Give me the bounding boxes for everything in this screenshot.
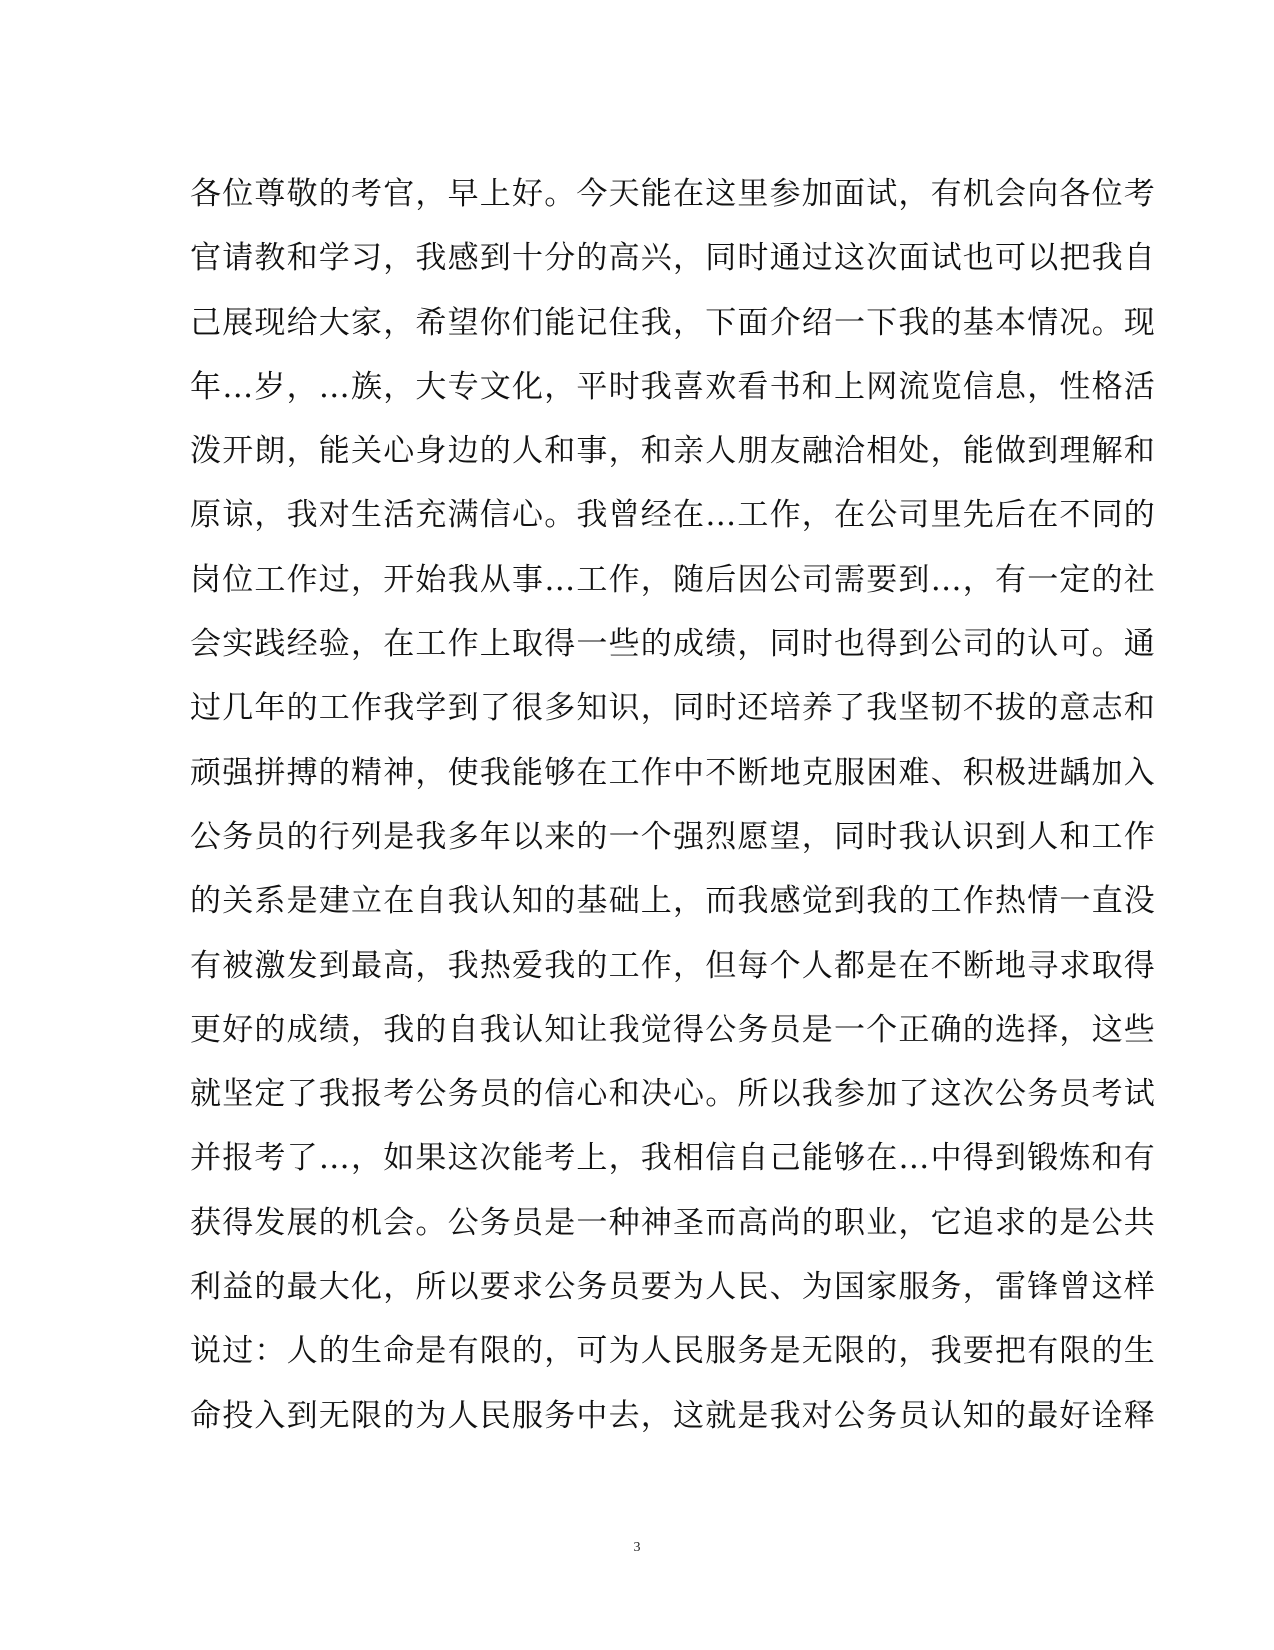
body-paragraph [190, 162, 1156, 1448]
text-line-12: 的关系是建立在自我认知的基础上，而我感觉到我的工作热情一直没 [190, 883, 1156, 920]
page-number: 3 [633, 1540, 641, 1555]
text-line-15: 就坚定了我报考公务员的信心和决心。所以我参加了这次公务员考试 [190, 1076, 1156, 1113]
text-line-19: 说过：人的生命是有限的，可为人民服务是无限的，我要把有限的生 [190, 1333, 1156, 1370]
text-line-13: 有被激发到最高，我热爱我的工作，但每个人都是在不断地寻求取得 [190, 947, 1156, 984]
text-line-16: 并报考了…，如果这次能考上，我相信自己能够在…中得到锻炼和有 [190, 1140, 1156, 1177]
text-line-3: 己展现给大家，希望你们能记住我，下面介绍一下我的基本情况。现 [190, 304, 1156, 341]
text-line-4: 年…岁，…族，大专文化，平时我喜欢看书和上网流览信息，性格活 [190, 368, 1156, 405]
text-line-2: 官请教和学习，我感到十分的高兴，同时通过这次面试也可以把我自 [190, 240, 1156, 277]
text-line-1: 各位尊敬的考官，早上好。今天能在这里参加面试，有机会向各位考 [190, 176, 1156, 212]
text-line-6: 原谅，我对生活充满信心。我曾经在…工作，在公司里先后在不同的 [190, 497, 1156, 534]
text-line-20: 命投入到无限的为人民服务中去，这就是我对公务员认知的最好诠释 [190, 1397, 1156, 1434]
text-line-5: 泼开朗，能关心身边的人和事，和亲人朋友融洽相处，能做到理解和 [190, 433, 1156, 470]
text-line-7: 岗位工作过，开始我从事…工作，随后因公司需要到…，有一定的社 [190, 561, 1156, 598]
text-line-10: 顽强拼搏的精神，使我能够在工作中不断地克服困难、积极进龋加入 [190, 754, 1156, 791]
text-line-17: 获得发展的机会。公务员是一种神圣而高尚的职业，它追求的是公共 [190, 1204, 1156, 1241]
text-line-8: 会实践经验，在工作上取得一些的成绩，同时也得到公司的认可。通 [190, 626, 1156, 663]
text-line-9: 过几年的工作我学到了很多知识，同时还培养了我坚韧不拔的意志和 [190, 690, 1156, 727]
text-line-14: 更好的成绩，我的自我认知让我觉得公务员是一个正确的选择，这些 [190, 1011, 1156, 1048]
text-line-18: 利益的最大化，所以要求公务员要为人民、为国家服务，雷锋曾这样 [190, 1269, 1156, 1306]
text-line-11: 公务员的行列是我多年以来的一个强烈愿望，同时我认识到人和工作 [190, 818, 1156, 855]
